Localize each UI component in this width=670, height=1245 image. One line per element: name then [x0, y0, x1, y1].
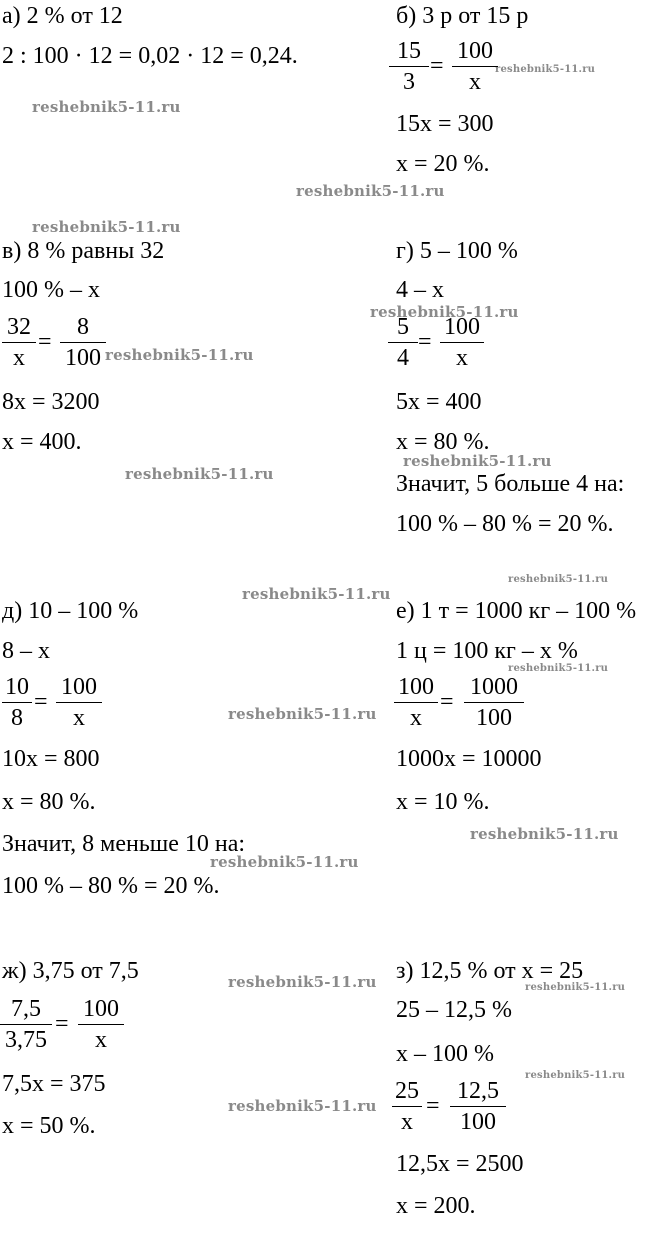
watermark: reshebnik5-11.ru: [508, 574, 609, 585]
fraction: [389, 38, 429, 95]
watermark: reshebnik5-11.ru: [228, 1097, 377, 1115]
denominator: x: [95, 1027, 107, 1053]
equals-sign: =: [34, 689, 48, 715]
problem-b-title: б) 3 р от 15 р: [396, 3, 529, 29]
problem-v-title: в) 8 % равны 32: [2, 238, 165, 264]
proportion-line: x – 100 %: [396, 1041, 494, 1067]
denominator: 100: [65, 345, 101, 371]
equals-sign: =: [55, 1011, 69, 1037]
proportion-line: 8 – x: [2, 638, 50, 664]
denominator: x: [13, 345, 25, 371]
result: 100 % – 80 % = 20 %.: [396, 511, 614, 537]
numerator: 100: [61, 674, 97, 700]
problem-a-title: а) 2 % от 12: [2, 3, 123, 29]
answer: x = 10 %.: [396, 789, 490, 815]
watermark: reshebnik5-11.ru: [32, 218, 181, 236]
watermark: reshebnik5-11.ru: [228, 705, 377, 723]
numerator: 12,5: [457, 1078, 499, 1104]
watermark: reshebnik5-11.ru: [242, 585, 391, 603]
problem-a-solution: 2 : 100 · 12 = 0,02 · 12 = 0,24.: [2, 43, 298, 69]
watermark: reshebnik5-11.ru: [470, 825, 619, 843]
numerator: 25: [395, 1078, 419, 1104]
equals-sign: =: [38, 329, 52, 355]
watermark: reshebnik5-11.ru: [32, 98, 181, 116]
watermark: reshebnik5-11.ru: [370, 303, 519, 321]
numerator: 1000: [470, 674, 518, 700]
fraction: [388, 314, 418, 371]
watermark: reshebnik5-11.ru: [105, 346, 254, 364]
answer: x = 200.: [396, 1193, 476, 1219]
watermark: reshebnik5-11.ru: [125, 465, 274, 483]
fraction: [392, 1078, 422, 1135]
numerator: 10: [5, 674, 29, 700]
fraction: [0, 996, 52, 1053]
problem-z-title: з) 12,5 % от x = 25: [396, 958, 584, 984]
problem-zh-title: ж) 3,75 от 7,5: [2, 958, 139, 984]
fraction: [394, 674, 438, 731]
denominator: x: [401, 1109, 413, 1135]
answer: x = 80 %.: [2, 789, 96, 815]
equation: 12,5x = 2500: [396, 1151, 524, 1177]
equation: 5x = 400: [396, 389, 482, 415]
denominator: 100: [476, 705, 512, 731]
fraction: [56, 674, 102, 731]
answer: x = 400.: [2, 429, 82, 455]
watermark: reshebnik5-11.ru: [403, 452, 552, 470]
denominator: x: [410, 705, 422, 731]
equation: 15x = 300: [396, 111, 494, 137]
fraction: [2, 314, 36, 371]
denominator: 100: [460, 1109, 496, 1135]
conclusion: Значит, 8 меньше 10 на:: [2, 831, 246, 857]
equals-sign: =: [426, 1093, 440, 1119]
fraction: [440, 314, 484, 371]
numerator: 100: [457, 38, 493, 64]
denominator: 3,75: [5, 1027, 47, 1053]
proportion-line: 25 – 12,5 %: [396, 997, 512, 1023]
numerator: 8: [77, 314, 89, 340]
numerator: 100: [444, 314, 480, 340]
denominator: x: [456, 345, 468, 371]
problem-e-title: е) 1 т = 1000 кг – 100 %: [396, 598, 637, 624]
equation: 7,5x = 375: [2, 1071, 106, 1097]
numerator: 15: [397, 38, 421, 64]
fraction: [450, 1078, 506, 1135]
fraction: [60, 314, 106, 371]
result: 100 % – 80 % = 20 %.: [2, 873, 220, 899]
watermark: reshebnik5-11.ru: [508, 663, 609, 674]
numerator: 7,5: [11, 996, 41, 1022]
denominator: 4: [397, 345, 409, 371]
fraction: [78, 996, 124, 1053]
numerator: 5: [397, 314, 409, 340]
denominator: 3: [403, 69, 415, 95]
answer: x = 80 %.: [396, 429, 490, 455]
equals-sign: =: [440, 689, 454, 715]
proportion-line: 100 % – x: [2, 277, 100, 303]
equation: 8x = 3200: [2, 389, 100, 415]
numerator: 32: [7, 314, 31, 340]
watermark: reshebnik5-11.ru: [495, 64, 596, 75]
proportion-line: 4 – x: [396, 277, 444, 303]
equals-sign: =: [430, 53, 444, 79]
equation: 10x = 800: [2, 746, 100, 772]
answer: x = 50 %.: [2, 1113, 96, 1139]
problem-d-title: д) 10 – 100 %: [2, 598, 139, 624]
proportion-line: 1 ц = 100 кг – x %: [396, 638, 578, 664]
watermark: reshebnik5-11.ru: [228, 973, 377, 991]
equals-sign: =: [418, 329, 432, 355]
answer: x = 20 %.: [396, 151, 490, 177]
denominator: x: [469, 69, 481, 95]
denominator: 8: [11, 705, 23, 731]
watermark: reshebnik5-11.ru: [210, 853, 359, 871]
watermark: reshebnik5-11.ru: [525, 982, 626, 993]
denominator: x: [73, 705, 85, 731]
problem-g-title: г) 5 – 100 %: [396, 238, 518, 264]
numerator: 100: [398, 674, 434, 700]
fraction: [464, 674, 524, 731]
equation: 1000x = 10000: [396, 746, 542, 772]
fraction: [452, 38, 498, 95]
fraction: [2, 674, 32, 731]
watermark: reshebnik5-11.ru: [296, 182, 445, 200]
watermark: reshebnik5-11.ru: [525, 1070, 626, 1081]
numerator: 100: [83, 996, 119, 1022]
conclusion: Значит, 5 больше 4 на:: [396, 471, 625, 497]
